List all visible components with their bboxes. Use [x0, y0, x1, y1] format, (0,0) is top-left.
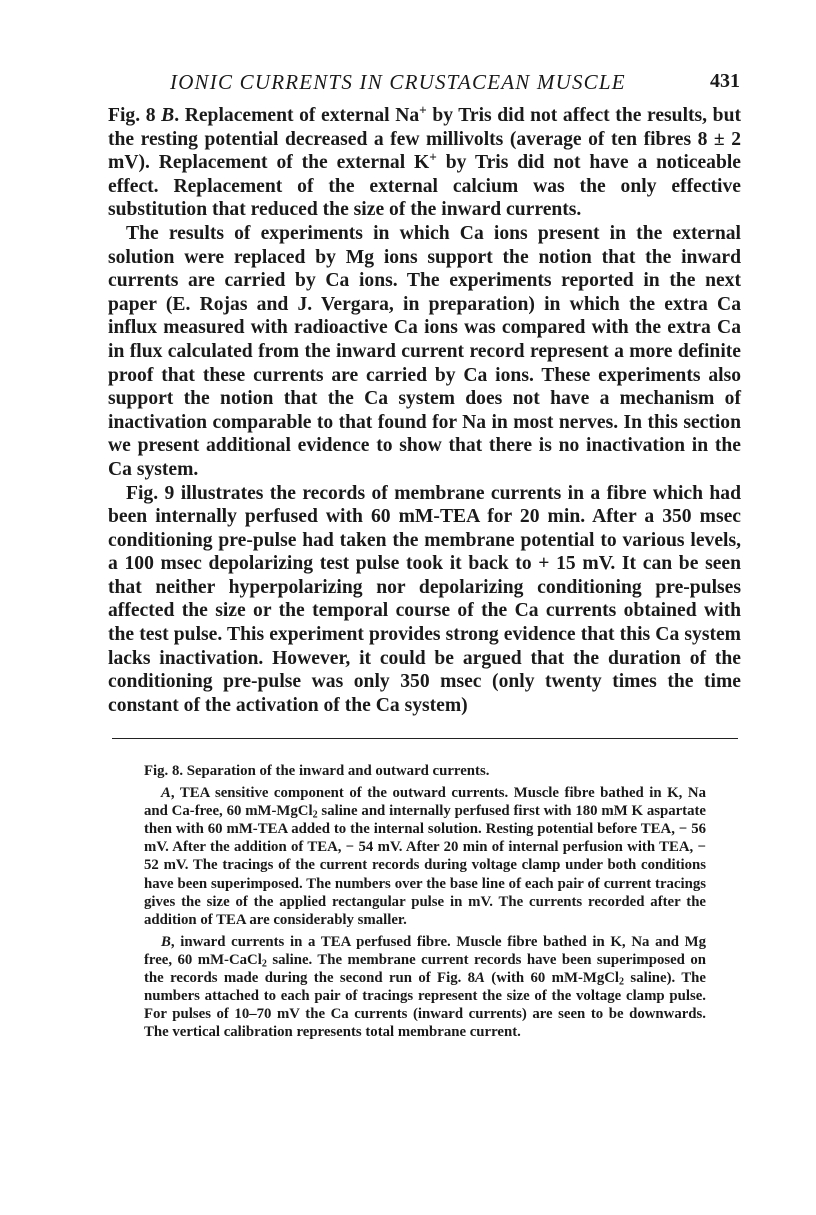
- body-text: [108, 104, 741, 717]
- running-title: IONIC CURRENTS IN CRUSTACEAN MUSCLE: [170, 70, 626, 94]
- page-header: [108, 70, 740, 98]
- paragraph-fig9: Fig. 9 illustrates the records of membrane currents in a fibre which had been internally perfused with 60 mM-TEA for 20 min. After a 350 msec conditioning pre-pulse had taken the membrane potential to various levels, a 100 msec depolarizing test pulse took it back to + 15 mV. It can be seen that neither hyperpolarizing nor depolarizing conditioning pre-pulses affected the size or the temporal course of the Ca currents obtained with the test pulse. This experiment provides strong evidence that this Ca system lacks inactivation. However, it could be argued that the duration of the conditioning pre-pulse was only 350 msec (only twenty times the time constant of the activation of the Ca system): [108, 482, 741, 716]
- paragraph-continuation: Fig. 8 B. Replacement of external Na+ by Tris did not affect the results, but the resting potential decreased a few millivolts (average of ten fibres 8 ± 2 mV). Replacement of the external K+ by Tris did not have a noticeable effect. Replacement of the external calcium was the only effective substitution that reduced the size of the inward currents.: [108, 102, 741, 221]
- caption-title: Fig. 8. Separation of the inward and outward currents.: [144, 763, 490, 779]
- caption-part-a: A, TEA sensitive component of the outward currents. Muscle fibre bathed in K, Na and Ca-free, 60 mM-MgCl2 saline and internally perfused first with 180 mM K aspartate then with 60 mM-TEA added to the internal solution. Resting potential before TEA, − 56 mV. After the addition of TEA, − 54 mV. After 20 min of internal perfusion with TEA, − 52 mV. The tracings of the current records during voltage clamp under both conditions have been superimposed. The numbers over the base line of each pair of current tracings gives the size of the applied rectangular pulse in mV. The currents recorded after the addition of TEA are considerably smaller.: [144, 785, 706, 928]
- caption-part-b: B, inward currents in a TEA perfused fibre. Muscle fibre bathed in K, Na and Mg free, 60 mM-CaCl2 saline. The membrane current records have been superimposed on the records made during the second run of Fig. 8A (with 60 mM-MgCl2 saline). The numbers attached to each pair of tracings represent the size of the voltage clamp pulse. For pulses of 10–70 mV the Ca currents (inward currents) are seen to be downwards. The vertical calibration represents total membrane current.: [144, 933, 706, 1041]
- page-number: 431: [710, 70, 740, 92]
- figure-caption: [144, 762, 706, 1041]
- footnote-divider: [112, 738, 738, 739]
- paragraph-mg-substitution: The results of experiments in which Ca ions present in the external solution were replaced by Mg ions support the notion that the inward currents are carried by Ca ions. The experiments reported in the next paper (E. Rojas and J. Vergara, in preparation) in which the extra Ca influx measured with radioactive Ca ions was compared with the extra Ca in flux calculated from the inward current record represent a more definite proof that these currents are carried by Ca ions. These experiments also support the notion that the Ca system does not have a mechanism of inactivation comparable to that found for Na in most nerves. In this section we present additional evidence to show that there is no inactivation in the Ca system.: [108, 222, 741, 480]
